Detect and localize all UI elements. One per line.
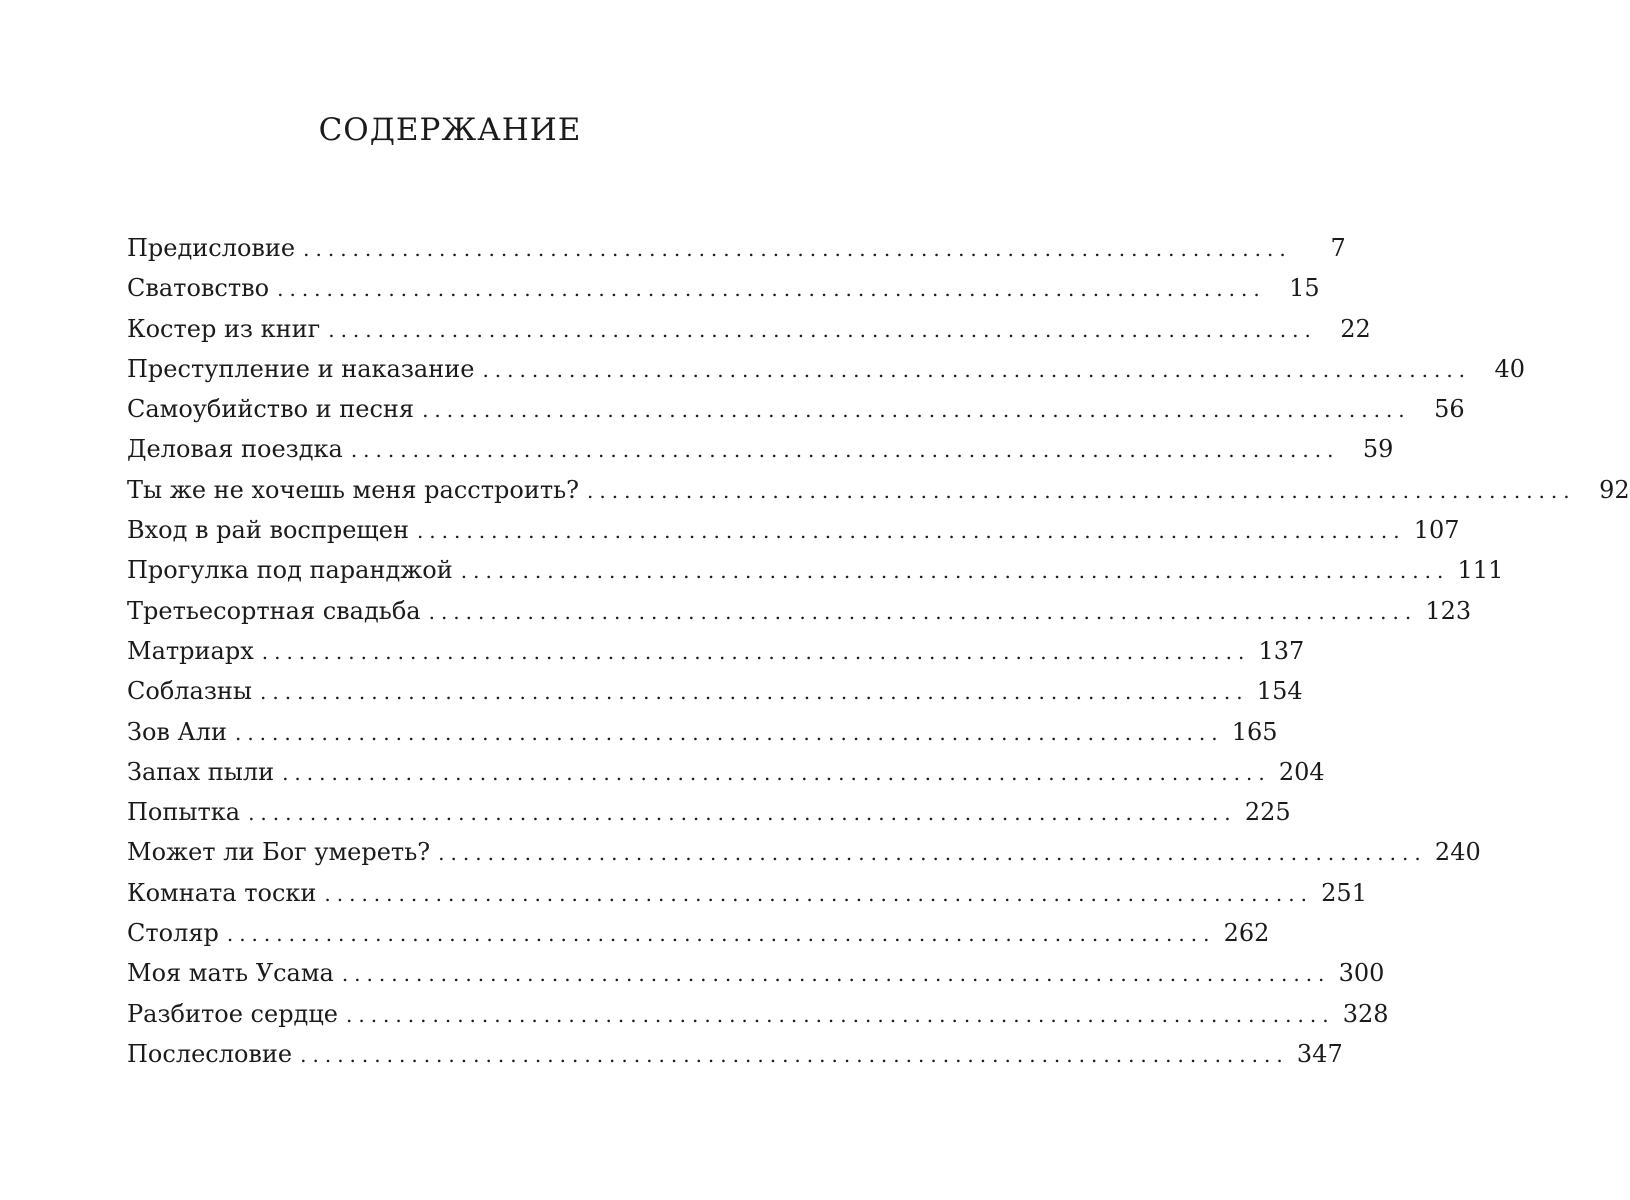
toc-entry	[127, 550, 1504, 590]
toc-entry	[127, 429, 1394, 469]
toc-entry	[127, 309, 1371, 349]
toc-entry-title: Прогулка под паранджой	[127, 556, 453, 585]
toc-entry-title: Соблазны	[127, 677, 253, 706]
toc-entry	[127, 671, 1303, 711]
toc-entry-page-number: 92	[1599, 475, 1630, 504]
toc-entry-title: Предисловие	[127, 234, 296, 262]
dot-leader: ................................................................................	[277, 277, 1266, 302]
toc-entry-page-number: 111	[1457, 556, 1504, 585]
toc-entry-page-number: 40	[1494, 354, 1526, 383]
dot-leader: ................................................................................	[428, 599, 1418, 624]
dot-leader: ................................................................................	[260, 680, 1249, 705]
toc-entry-page-number: 123	[1425, 596, 1472, 625]
toc-entry-page-number: 204	[1278, 757, 1325, 786]
toc-entry-title: Запах пыли	[127, 757, 275, 786]
toc-entry-title: Разбитое сердце	[127, 999, 338, 1028]
toc-entry	[127, 712, 1278, 752]
toc-entry	[127, 389, 1465, 429]
toc-entry	[127, 268, 1320, 308]
dot-leader: ................................................................................	[226, 922, 1216, 947]
toc-entry-title: Вход в рай воспрещен	[127, 516, 409, 545]
toc-entry-title: Самоубийство и песня	[127, 395, 415, 424]
dot-leader: ................................................................................	[300, 1042, 1289, 1067]
toc-entry	[127, 873, 1367, 913]
dot-leader: ................................................................................	[416, 519, 1406, 544]
dot-leader: ................................................................................	[248, 801, 1237, 826]
dot-leader: ................................................................................	[587, 478, 1576, 503]
toc-entry	[127, 792, 1291, 832]
toc-entry-page-number: 328	[1342, 999, 1389, 1028]
dot-leader: ................................................................................	[422, 398, 1411, 423]
toc-entry	[127, 953, 1385, 993]
toc-entry-page-number: 22	[1340, 314, 1371, 343]
toc-entry-title: Третьесортная свадьба	[127, 596, 421, 625]
dot-leader: ................................................................................	[324, 881, 1313, 906]
toc-entry	[127, 752, 1325, 792]
toc-entry-page-number: 15	[1289, 274, 1320, 303]
dot-leader: ................................................................................	[303, 237, 1292, 261]
toc-entry	[127, 228, 1346, 268]
toc-entry-title: Деловая поездка	[127, 435, 343, 464]
toc-entry-page-number: 251	[1321, 878, 1367, 907]
toc-entry-title: Сватовство	[127, 274, 270, 303]
toc-entry-title: Может ли Бог умереть?	[127, 838, 431, 867]
toc-entry-page-number: 262	[1223, 919, 1270, 948]
toc-entry-page-number: 154	[1256, 677, 1303, 706]
toc-entry-page-number: 59	[1362, 435, 1394, 464]
toc-entry-title: Костер из книг	[127, 314, 321, 343]
toc-entry	[127, 510, 1460, 550]
toc-entry-title: Моя мать Усама	[127, 959, 334, 988]
toc-entry-title: Матриарх	[127, 636, 254, 665]
dot-leader: ................................................................................	[341, 962, 1331, 987]
dot-leader: ................................................................................	[261, 639, 1251, 664]
toc-entry	[127, 631, 1305, 671]
dot-leader: ................................................................................	[482, 357, 1472, 382]
table-of-contents	[127, 228, 1630, 1074]
toc-entry	[127, 591, 1472, 631]
dot-leader: ................................................................................	[350, 438, 1340, 463]
toc-entry-title: Зов Али	[127, 717, 227, 746]
toc-entry-title: Преступление и наказание	[127, 354, 475, 383]
toc-entry-title: Ты же не хочешь меня расстроить?	[127, 475, 580, 504]
toc-entry	[127, 994, 1389, 1034]
toc-entry	[127, 832, 1481, 872]
toc-entry-page-number: 56	[1434, 395, 1465, 424]
dot-leader: ................................................................................	[328, 317, 1317, 342]
page-title: СОДЕРЖАНИЕ	[318, 112, 582, 148]
toc-entry-page-number: 347	[1296, 1039, 1343, 1068]
toc-entry-page-number: 165	[1231, 717, 1278, 746]
toc-entry-page-number: 137	[1258, 636, 1305, 665]
dot-leader: ................................................................................	[438, 841, 1427, 866]
toc-entry	[127, 1034, 1343, 1074]
dot-leader: ................................................................................	[345, 1002, 1335, 1027]
toc-entry	[127, 470, 1630, 510]
toc-entry-page-number: 7	[1330, 234, 1346, 262]
toc-entry-title: Послесловие	[127, 1039, 293, 1068]
toc-entry-title: Комната тоски	[127, 878, 317, 907]
toc-entry-page-number: 225	[1244, 798, 1291, 827]
toc-entry	[127, 913, 1270, 953]
toc-entry	[127, 349, 1526, 389]
dot-leader: ................................................................................	[282, 760, 1271, 785]
dot-leader: ................................................................................	[460, 559, 1450, 584]
toc-entry-page-number: 240	[1434, 838, 1481, 867]
toc-entry-title: Попытка	[127, 798, 241, 827]
toc-entry-page-number: 107	[1413, 516, 1460, 545]
dot-leader: ................................................................................	[234, 720, 1224, 745]
toc-entry-page-number: 300	[1338, 959, 1385, 988]
toc-entry-title: Столяр	[127, 919, 219, 948]
